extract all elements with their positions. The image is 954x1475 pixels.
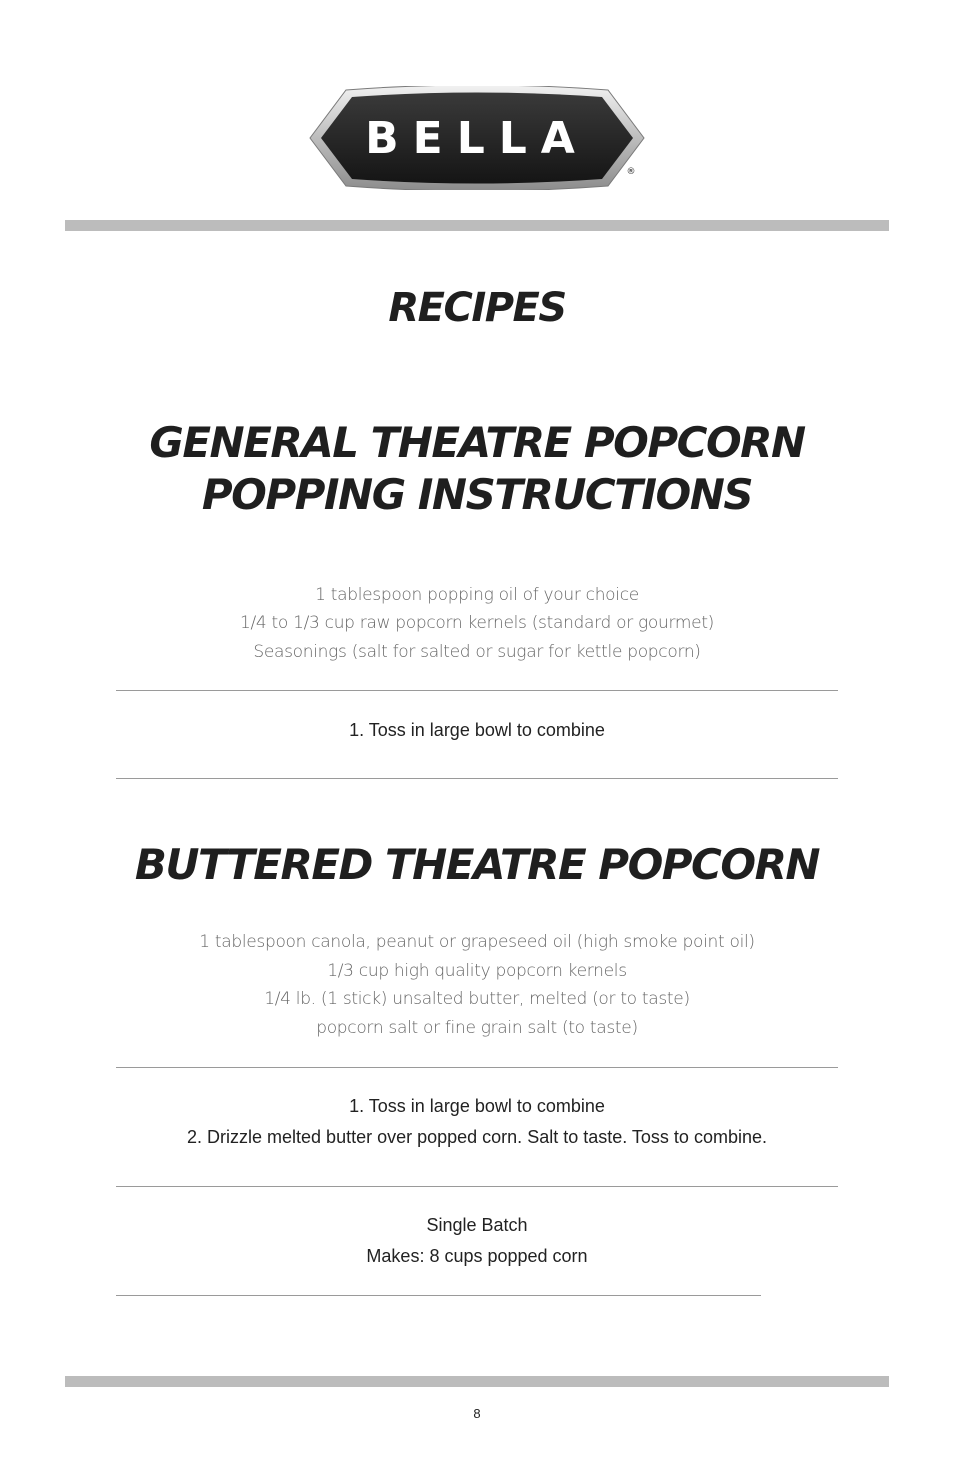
divider-line [116,778,838,779]
divider-line [116,1186,838,1187]
yield-batch: Single Batch [426,1215,528,1235]
section-1-title-line-1: GENERAL THEATRE POPCORN [149,418,805,467]
ingredient-item: 1/4 lb. (1 stick) unsalted butter, melted (or to taste) [264,989,690,1009]
brand-wordmark: BELLA [365,113,589,164]
step-item: 1. Toss in large bowl to combine [349,720,605,740]
divider-line [116,1295,761,1296]
page-number: 8 [473,1406,481,1421]
step-item: 2. Drizzle melted butter over popped corn. Salt to taste. Toss to combine. [187,1127,767,1147]
bottom-divider-bar [65,1376,889,1387]
yield-amount: Makes: 8 cups popped corn [366,1246,588,1266]
ingredient-item: Seasonings (salt for salted or sugar for kettle popcorn) [253,642,701,662]
ingredient-item: 1 tablespoon popping oil of your choice [315,585,639,605]
section-2-title: BUTTERED THEATRE POPCORN [134,840,820,889]
top-divider-bar [65,220,889,231]
divider-line [116,1067,838,1068]
divider-line [116,690,838,691]
ingredient-item: popcorn salt or fine grain salt (to taste) [316,1018,638,1038]
ingredient-item: 1/4 to 1/3 cup raw popcorn kernels (standard or gourmet) [239,613,715,633]
ingredient-item: 1/3 cup high quality popcorn kernels [327,961,627,981]
bella-logo [306,86,648,190]
section-1-title-line-2: POPPING INSTRUCTIONS [201,470,753,519]
registered-mark: ® [626,167,636,177]
page-title: RECIPES [388,285,566,331]
ingredient-item: 1 tablespoon canola, peanut or grapeseed oil (high smoke point oil) [199,932,755,952]
step-item: 1. Toss in large bowl to combine [349,1096,605,1116]
